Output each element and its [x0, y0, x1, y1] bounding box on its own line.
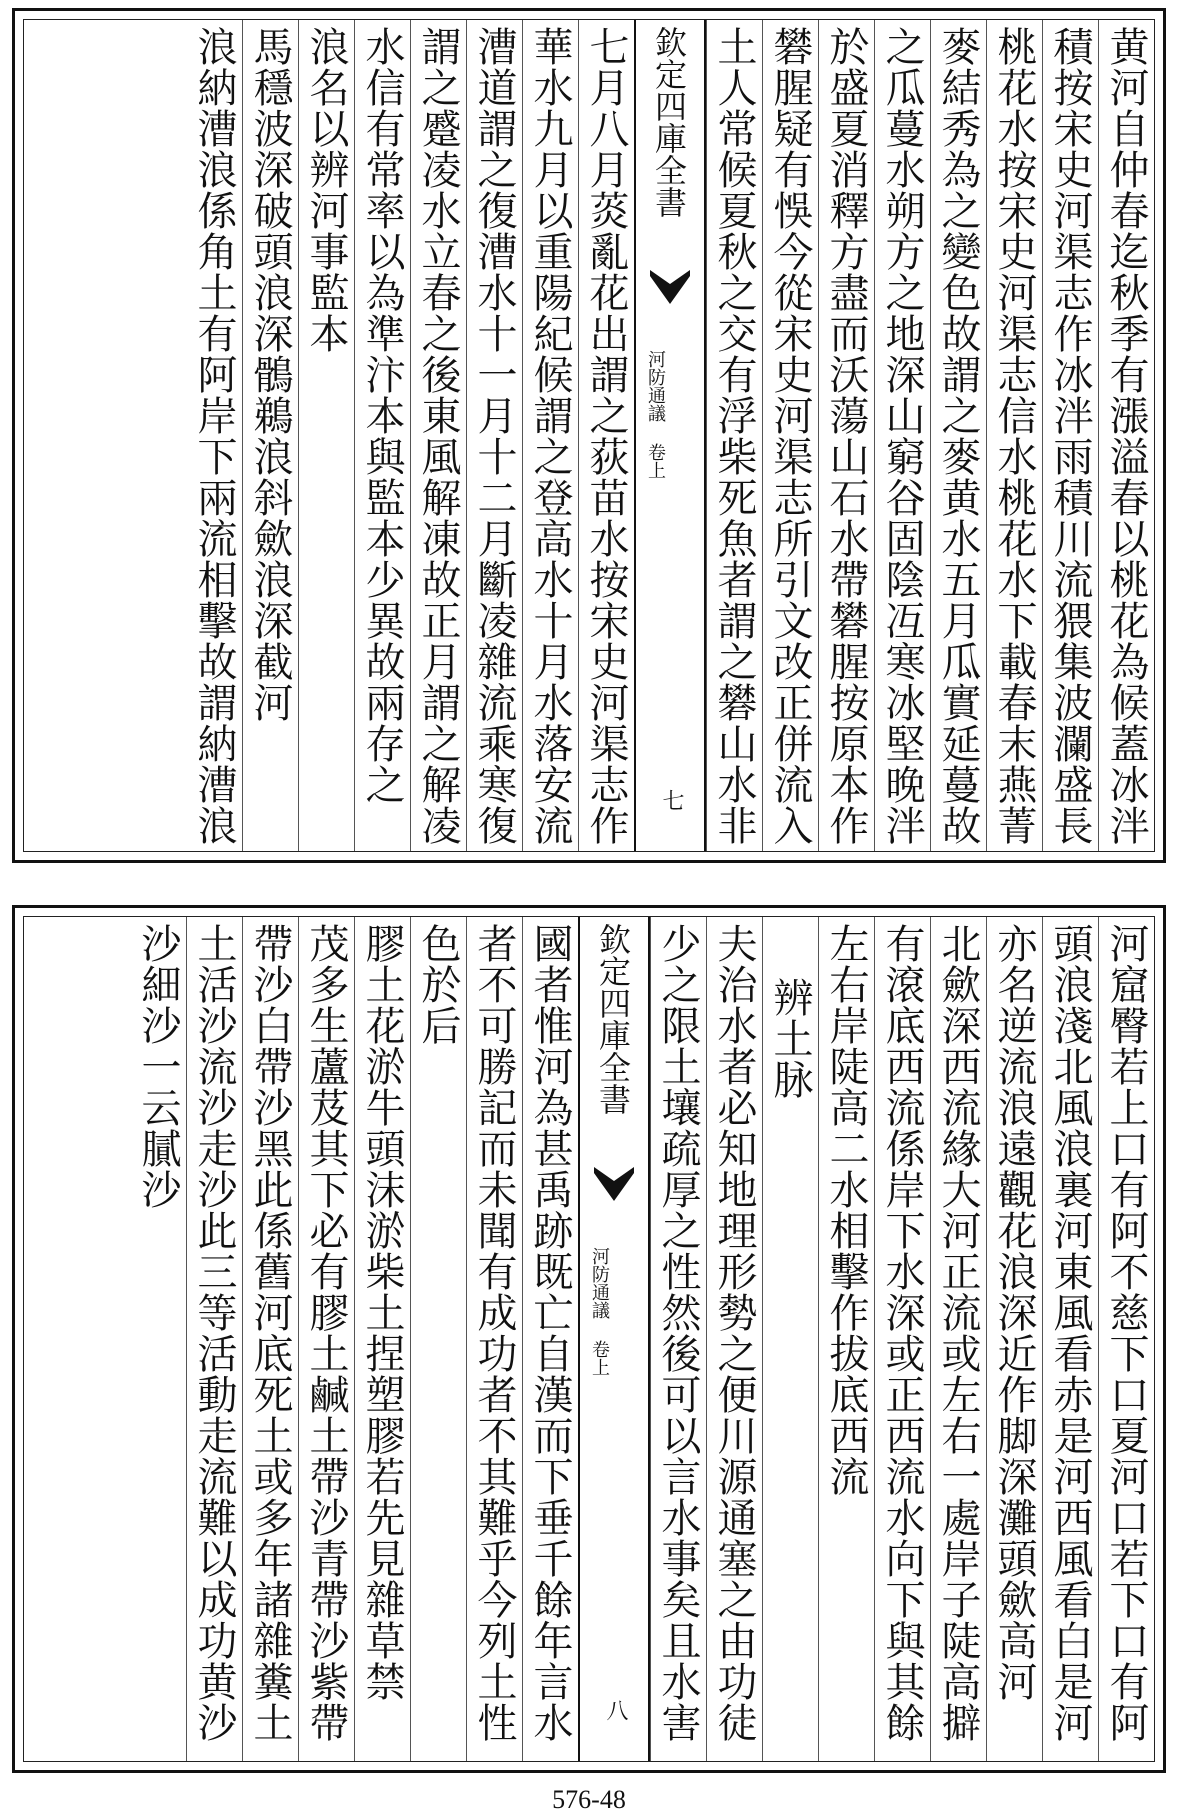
text-column: 華水九月以重陽紀候謂之登高水十月水落安流	[522, 20, 578, 851]
text-column: 膠土花淤牛頭沫淤柴土捏塑膠若先見雜草禁	[354, 917, 410, 1761]
top-page	[12, 8, 1166, 863]
book-title: 欽定四庫全書	[650, 26, 688, 218]
text-column: 謂之蹙凌水立春之後東風解凍故正月謂之解凌	[410, 20, 466, 851]
text-column: 黄河自仲春迄秋季有漲溢春以桃花為候蓋冰泮	[1098, 20, 1154, 851]
text-column: 國者惟河為甚禹跡既亡自漢而下垂千餘年言水	[522, 917, 578, 1761]
fish-tail-mark-icon	[594, 1167, 634, 1201]
text-column: 者不可勝記而未聞有成功者不其難乎今列土性	[466, 917, 522, 1761]
text-column: 之瓜蔓水朔方之地深山窮谷固陰冱寒冰堅晚泮	[874, 20, 930, 851]
text-column: 七月八月菼亂花出謂之荻苗水按宋史河渠志作	[578, 20, 634, 851]
fish-tail-mark-icon	[650, 270, 690, 304]
center-gutter	[634, 20, 706, 851]
text-column: 頭浪淺北風浪裏河東風看赤是河西風看白是河	[1042, 917, 1098, 1761]
bottom-page-frame	[23, 916, 1155, 1762]
text-column: 浪納漕浪係角土有阿岸下兩流相擊故謂納漕浪	[191, 26, 237, 846]
top-page-columns	[24, 20, 1154, 851]
text-column: 北歛深西流緣大河正流或左右一處岸子陡高擗	[930, 917, 986, 1761]
text-column: 土活沙流沙走沙此三等活動走流難以成功黄沙	[186, 917, 242, 1761]
folio-number: 七	[659, 789, 684, 811]
bottom-page	[12, 905, 1166, 1773]
text-column: 亦名逆流浪遠觀花浪深近作脚深灘頭歛高河	[986, 917, 1042, 1761]
center-gutter	[578, 917, 650, 1761]
text-column: 漕道謂之復漕水十一月十二月斷凌雜流乘寒復	[466, 20, 522, 851]
bottom-page-columns	[24, 917, 1154, 1761]
text-column: 土人常候夏秋之交有浮柴死魚者謂之礬山水非	[706, 20, 762, 851]
page-footer-number: 576-48	[552, 1785, 626, 1814]
top-page-frame	[23, 19, 1155, 852]
text-column: 左右岸陡高二水相擊作拔底西流	[818, 917, 874, 1761]
section-heading: 辨土脉	[762, 917, 818, 1761]
text-column: 河窟臀若上口有阿不慈下口夏河口若下口有阿	[1098, 917, 1154, 1761]
text-column: 沙細沙一云膩沙	[135, 923, 181, 1210]
text-column: 夫治水者必知地理形勢之便川源通塞之由功徒	[706, 917, 762, 1761]
text-column: 浪名以辨河事監本	[298, 20, 354, 851]
text-column: 礬腥疑有悞今從宋史河渠志所引文改正併流入	[762, 20, 818, 851]
section-label: 河防通議 卷上	[589, 1247, 610, 1376]
book-title: 欽定四庫全書	[594, 923, 632, 1115]
text-column: 少之限土壤疏厚之性然後可以言水事矣且水害	[650, 917, 706, 1761]
section-label: 河防通議 卷上	[645, 350, 666, 479]
text-column: 水信有常率以為準汴本與監本少異故兩存之	[354, 20, 410, 851]
text-column: 於盛夏消釋方盡而沃蕩山石水帶礬腥按原本作	[818, 20, 874, 851]
text-column: 茂多生蘆芨其下必有膠土鹹土帶沙青帶沙紫帶	[298, 917, 354, 1761]
text-column: 麥結秀為之變色故謂之麥黄水五月瓜實延蔓故	[930, 20, 986, 851]
text-column: 帶沙白帶沙黑此係舊河底死土或多年諸雜糞土	[242, 917, 298, 1761]
folio-number: 八	[603, 1699, 628, 1721]
text-column: 桃花水按宋史河渠志信水桃花水下載春末燕菁	[986, 20, 1042, 851]
text-column: 有滾底西流係岸下水深或正西流水向下與其餘	[874, 917, 930, 1761]
text-column: 馬穩波深破頭浪深鶻鵜浪斜歛浪深截河	[242, 20, 298, 851]
text-column: 積按宋史河渠志作冰泮雨積川流猥集波瀾盛長	[1042, 20, 1098, 851]
text-column: 色於后	[410, 917, 466, 1761]
